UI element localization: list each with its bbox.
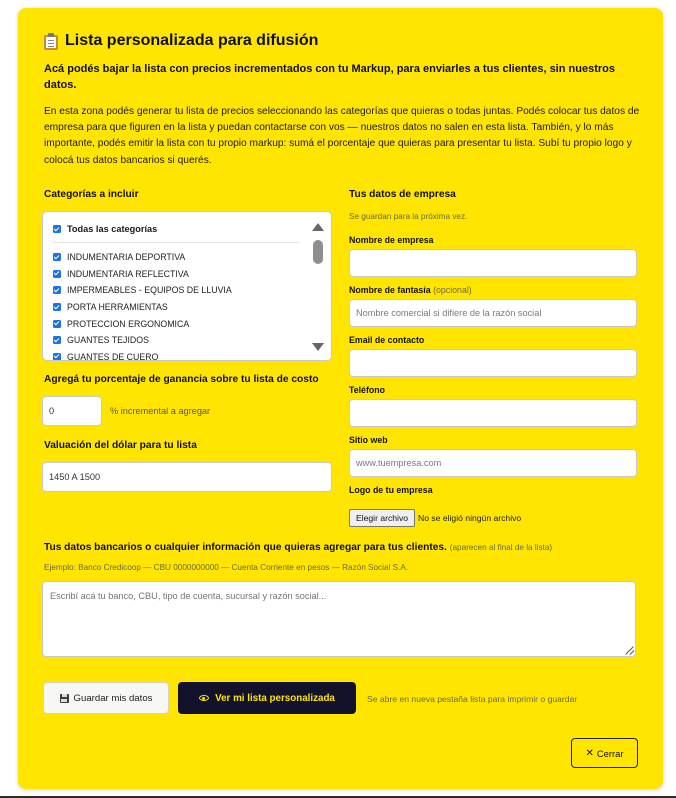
checkbox-checked-icon[interactable] xyxy=(53,303,61,311)
markup-suffix: % incremental a agregar xyxy=(110,406,211,416)
save-data-button[interactable] xyxy=(43,682,169,714)
clipboard-icon xyxy=(44,33,58,50)
email-input[interactable] xyxy=(349,349,637,377)
fantasy-optional-text: (opcional) xyxy=(433,285,472,295)
category-list xyxy=(53,249,232,361)
floppy-disk-icon xyxy=(60,694,69,703)
bank-details-textarea[interactable] xyxy=(42,581,636,657)
checkbox-checked-icon[interactable] xyxy=(53,253,61,261)
divider xyxy=(53,242,299,243)
resize-grip-icon[interactable] xyxy=(624,645,634,655)
personalized-list-modal xyxy=(18,8,663,789)
dollar-label: Valuación del dólar para tu lista xyxy=(44,440,197,451)
eye-icon xyxy=(199,695,209,701)
scroll-up-arrow-icon[interactable] xyxy=(312,223,324,231)
company-name-input[interactable] xyxy=(349,249,637,277)
website-input[interactable] xyxy=(349,449,637,477)
category-item[interactable] xyxy=(53,315,232,332)
category-item-label: IMPERMEABLES - EQUIPOS DE LLUVIA xyxy=(67,285,232,296)
category-item-label: INDUMENTARIA DEPORTIVA xyxy=(67,252,186,263)
view-list-button[interactable] xyxy=(178,682,356,714)
phone-label: Teléfono xyxy=(349,385,385,395)
fantasy-name-label xyxy=(349,285,472,295)
category-item[interactable] xyxy=(53,249,232,266)
category-item-label: PORTA HERRAMIENTAS xyxy=(67,302,168,313)
category-item-label: GUANTES DE CUERO xyxy=(67,351,159,361)
category-item[interactable] xyxy=(53,266,232,283)
company-hint: Se guardan para la próxima vez. xyxy=(349,212,468,221)
category-item[interactable] xyxy=(53,299,232,316)
checkbox-checked-icon[interactable] xyxy=(53,336,61,344)
phone-input[interactable] xyxy=(349,399,637,427)
checkbox-checked-icon[interactable] xyxy=(53,320,61,328)
logo-label: Logo de tu empresa xyxy=(349,485,433,495)
company-name-label: Nombre de empresa xyxy=(349,235,434,245)
view-list-label: Ver mi lista personalizada xyxy=(215,692,335,704)
modal-description: En esta zona podés generar tu lista de precios seleccionando las categorías que quieras o todas juntas. Podés colocar tus datos de empresa para que figuren en la lista y puedan contactarse con vos — nuestros datos no salen en esta lista. También, y lo más importante, podés emitir la lista con tu propio markup: sumá el porcentaje que quieras para presentar tu lista. Subí tu propio logo y colocá tus datos bancarios si querés. xyxy=(44,106,640,166)
category-all-checkbox[interactable] xyxy=(53,224,157,234)
modal-subtitle: Acá podés bajar la lista con precios incrementados con tu Markup, para enviarles a tus clientes, sin nuestros datos. xyxy=(44,63,615,91)
checkbox-checked-icon[interactable] xyxy=(53,286,61,294)
file-status-text: No se eligió ningún archivo xyxy=(418,513,522,523)
bank-label xyxy=(44,542,552,553)
dollar-rate-input[interactable] xyxy=(42,462,332,492)
checkbox-checked-icon[interactable] xyxy=(53,225,61,233)
bank-label-text: Tus datos bancarios o cualquier información que quieras agregar para tus clientes. xyxy=(44,542,447,553)
category-item-label: INDUMENTARIA REFLECTIVA xyxy=(67,268,189,279)
fantasy-name-input[interactable] xyxy=(349,299,637,327)
choose-file-button[interactable]: Elegir archivo xyxy=(349,509,415,527)
scrollbar-thumb[interactable] xyxy=(313,240,323,264)
category-item-label: GUANTES TEJIDOS xyxy=(67,335,149,346)
company-label: Tus datos de empresa xyxy=(349,189,456,200)
view-list-hint: Se abre en nueva pestaña lista para imprimir o guardar xyxy=(367,694,578,704)
modal-title-text: Lista personalizada para difusión xyxy=(65,32,319,49)
save-data-label: Guardar mis datos xyxy=(73,692,153,704)
modal-title xyxy=(44,32,318,50)
categories-label: Categorías a incluir xyxy=(44,189,139,200)
markup-percent-input[interactable] xyxy=(42,396,102,426)
categories-list-box[interactable] xyxy=(42,211,332,361)
markup-label: Agregá tu porcentaje de ganancia sobre tu lista de costo xyxy=(44,374,319,385)
close-label: Cerrar xyxy=(596,747,624,759)
category-item[interactable] xyxy=(53,349,232,361)
close-icon: ✕ xyxy=(585,747,594,759)
scroll-down-arrow-icon[interactable] xyxy=(312,343,324,351)
checkbox-checked-icon[interactable] xyxy=(53,270,61,278)
close-button[interactable] xyxy=(571,738,638,768)
category-item-label: PROTECCION ERGONOMICA xyxy=(67,318,190,329)
category-item[interactable] xyxy=(53,282,232,299)
category-item[interactable] xyxy=(53,332,232,349)
category-all-label: Todas las categorías xyxy=(67,224,158,234)
checkbox-checked-icon[interactable] xyxy=(53,353,61,361)
bank-optional-text: (aparecen al final de la lista) xyxy=(449,543,553,552)
fantasy-name-label-text: Nombre de fantasía xyxy=(349,285,431,295)
bank-example: Ejemplo: Banco Credicoop — CBU 0000000000 — Cuenta Corriente en pesos — Razón Social S.A. xyxy=(44,563,409,572)
email-label: Email de contacto xyxy=(349,335,425,345)
website-label: Sitio web xyxy=(349,435,388,445)
